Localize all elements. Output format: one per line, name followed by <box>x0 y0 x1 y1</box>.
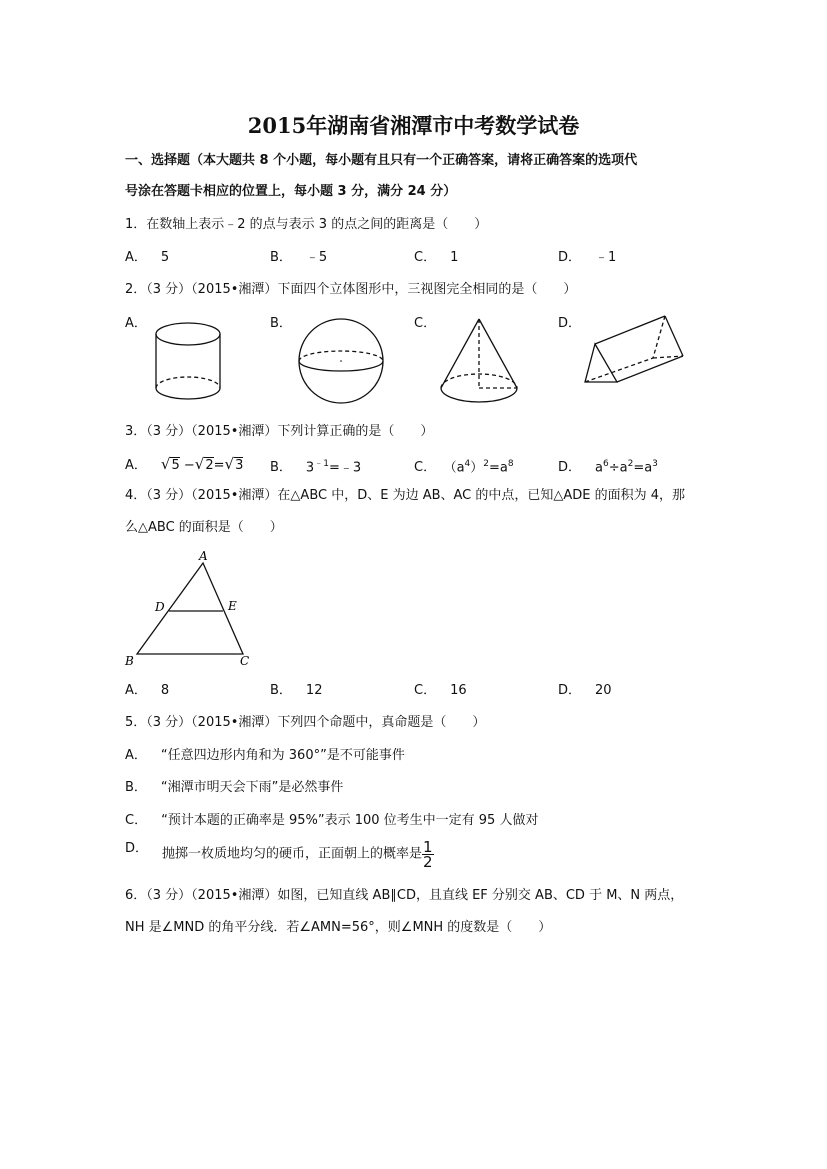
q4-option-c: C． 16 <box>414 683 467 698</box>
q3-option-d: D． $a^6\div a^2=a^3$ <box>558 459 658 476</box>
label-a: A <box>199 549 208 563</box>
question-6-stem-line-2: NH 是∠MND 的角平分线．若∠AMN=56°，则∠MNH 的度数是（ ） <box>125 920 552 935</box>
q3-option-c: C． $(a^4)^2=a^8$ <box>414 459 514 476</box>
section-heading-line-1: 一、选择题（本大题共 8 个小题，每小题有且只有一个正确答案，请将正确答案的选项代 <box>125 153 638 168</box>
question-5-stem: 5．（3 分）（2015•湘潭）下列四个命题中，真命题是（ ） <box>125 715 486 730</box>
section-heading-line-2: 号涂在答题卡相应的位置上，每小题 3 分，满分 24 分） <box>125 184 457 199</box>
question-1-stem: 1．在数轴上表示﹣2 的点与表示 3 的点之间的距离是（ ） <box>125 217 488 232</box>
q1-option-a: A． 5 <box>125 250 170 265</box>
question-2-stem: 2．（3 分）（2015•湘潭）下面四个立体图形中，三视图完全相同的是（ ） <box>125 282 577 297</box>
q2-option-d-label: D． <box>558 316 582 331</box>
cone-figure <box>438 316 520 408</box>
triangle-figure <box>122 548 262 670</box>
q4-option-b: B． 12 <box>270 683 323 698</box>
q3-option-a: A． √5 −√2=√3 <box>125 455 244 473</box>
q1-option-b: B． ﹣5 <box>270 250 328 265</box>
q1-option-d: D． ﹣1 <box>558 250 617 265</box>
question-6-stem-line-1: 6．（3 分）（2015•湘潭）如图，已知直线 AB∥CD，且直线 EF 分别交 AB、CD 于 M、N 两点， <box>125 888 684 903</box>
q5-option-b: B． “湘潭市明天会下雨”是必然事件 <box>125 780 344 795</box>
sphere-figure <box>296 318 388 404</box>
q4-option-d: D． 20 <box>558 683 612 698</box>
q2-option-b-label: B． <box>270 316 292 331</box>
cylinder-figure <box>150 318 230 404</box>
q3-option-b: B． $3^{﹣1}=﹣3$ <box>270 459 362 476</box>
q5-option-c: C． “预计本题的正确率是 95%”表示 100 位考生中一定有 95 人做对 <box>125 813 539 828</box>
q2-option-c-label: C． <box>414 316 437 331</box>
label-e: E <box>228 599 237 613</box>
q2-option-a-label: A． <box>125 316 147 331</box>
q5-option-d: D． 抛掷一枚质地均匀的硬币，正面朝上的概率是 $\frac{1}{2}$ <box>125 838 433 871</box>
q4-option-a: A． 8 <box>125 683 170 698</box>
question-4-stem-line-1: 4．（3 分）（2015•湘潭）在△ABC 中，D、E 为边 AB、AC 的中点，已知△ADE 的面积为 4，那 <box>125 488 686 503</box>
triangular-prism-figure <box>585 312 685 388</box>
fraction-one-half: $\frac{1}{2}$ <box>423 838 433 871</box>
question-3-stem: 3．（3 分）（2015•湘潭）下列计算正确的是（ ） <box>125 424 434 439</box>
label-b: B <box>125 654 134 668</box>
question-4-stem-line-2: 么△ABC 的面积是（ ） <box>125 520 283 535</box>
q5-option-a: A． “任意四边形内角和为 360°”是不可能事件 <box>125 748 405 763</box>
q1-option-c: C． 1 <box>414 250 459 265</box>
label-d: D <box>155 600 165 614</box>
label-c: C <box>240 654 250 668</box>
page-title: 2015年湖南省湘潭市中考数学试卷 <box>247 113 580 138</box>
